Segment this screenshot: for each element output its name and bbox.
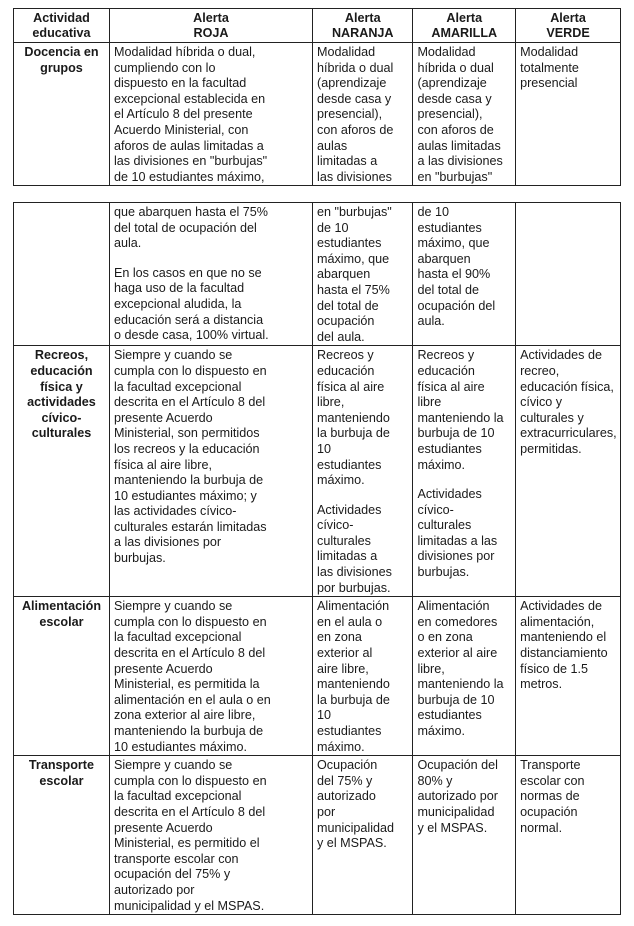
- text-line: ocupación del: [417, 298, 496, 313]
- cell-docencia-verde: [516, 43, 621, 186]
- cell-alimentacion-roja: [109, 597, 312, 756]
- cell-docencia-naranja: [313, 43, 413, 186]
- text-line: en comedores: [417, 614, 498, 629]
- cell-recreos-amarilla: [413, 346, 516, 597]
- text-line: Alerta: [446, 11, 483, 25]
- text-line: Alimentación: [317, 599, 390, 614]
- text-line: aula.: [417, 314, 445, 329]
- text-line: cumpla con lo dispuesto en: [113, 614, 267, 629]
- text-line: física al aire: [317, 379, 385, 394]
- naranja-recreos-text: [317, 348, 408, 488]
- text-line: cumpliendo con lo: [113, 60, 216, 75]
- text-line: dispuesto en la facultad: [113, 76, 247, 91]
- cell-alimentacion-verde: [516, 597, 621, 756]
- text-line: estudiantes: [417, 220, 482, 235]
- header-roja: [109, 9, 312, 43]
- text-line: del 75% y: [317, 773, 373, 788]
- text-line: las divisiones: [317, 565, 392, 580]
- text-line: abarquen: [317, 267, 371, 282]
- text-line: NARANJA: [331, 25, 394, 40]
- text-line: ocupación: [317, 314, 375, 329]
- text-line: recreo,: [520, 363, 560, 378]
- text-line: Ministerial, son permitidos: [113, 426, 260, 441]
- text-line: máximo.: [417, 457, 466, 472]
- text-line: hasta el 75%: [317, 282, 390, 297]
- text-line: Actividades: [417, 487, 482, 502]
- text-line: burbuja de 10: [417, 692, 495, 707]
- text-line: Recreos,: [34, 348, 89, 363]
- text-line: Actividades: [317, 502, 382, 517]
- text-line: Actividad: [33, 11, 90, 25]
- text-line: en "burbujas": [417, 169, 493, 184]
- text-line: Modalidad: [417, 45, 476, 59]
- roja-continuation-text: [114, 205, 308, 252]
- text-line: grupos: [40, 60, 83, 75]
- cell-transporte-amarilla: [413, 756, 516, 915]
- cell-docencia-naranja-cont: [313, 203, 413, 346]
- table-row-docencia: [14, 43, 621, 186]
- category-transporte: [14, 756, 110, 915]
- category-docencia-cont: [14, 203, 110, 346]
- text-line: normal.: [520, 820, 563, 835]
- text-line: (aprendizaje: [317, 76, 387, 91]
- text-line: cívico y: [520, 395, 563, 410]
- text-line: cumpla con lo dispuesto en: [113, 363, 267, 378]
- text-line: máximo.: [317, 473, 365, 488]
- text-line: Ministerial, es permitida la: [113, 677, 260, 692]
- amarilla-civico-text: [417, 487, 511, 581]
- text-line: educación: [417, 363, 475, 378]
- text-line: la burbuja de: [317, 426, 390, 441]
- text-line: educación: [30, 363, 93, 378]
- text-line: exterior al: [317, 646, 373, 661]
- text-line: estudiantes: [317, 457, 382, 472]
- text-line: permitidas.: [520, 441, 582, 456]
- text-line: por burbujas.: [317, 580, 391, 595]
- text-line: ROJA: [193, 25, 229, 40]
- text-line: manteniendo la burbuja de: [113, 724, 264, 738]
- text-line: aula.: [113, 236, 142, 251]
- text-line: estudiantes: [317, 724, 382, 738]
- text-line: a las divisiones por: [113, 535, 222, 550]
- text-line: limitadas a las: [417, 533, 498, 548]
- text-line: híbrida o dual: [417, 60, 494, 75]
- text-line: 10 estudiantes máximo.: [113, 739, 247, 754]
- text-line: presente Acuerdo: [113, 661, 213, 676]
- text-line: física al aire libre,: [113, 457, 212, 472]
- text-line: Docencia en: [24, 45, 99, 59]
- cell-docencia-amarilla-cont: [413, 203, 516, 346]
- cell-recreos-roja: [109, 346, 312, 597]
- text-line: manteniendo el: [520, 630, 607, 645]
- text-line: Acuerdo Ministerial, con: [113, 122, 249, 137]
- text-line: que abarquen hasta el 75%: [113, 205, 268, 219]
- text-line: máximo, que: [417, 236, 490, 251]
- header-row: [14, 9, 621, 43]
- text-line: educación será a distancia: [113, 312, 264, 327]
- cell-alimentacion-amarilla: [413, 597, 516, 756]
- cell-docencia-roja-cont: [109, 203, 312, 346]
- text-line: transporte escolar con: [113, 851, 239, 866]
- text-line: VERDE: [546, 25, 590, 40]
- text-line: Modalidad: [520, 45, 579, 59]
- text-line: totalmente: [520, 60, 579, 75]
- text-line: burbujas.: [113, 551, 166, 566]
- text-line: 80% y: [417, 773, 453, 788]
- text-line: culturales: [317, 533, 371, 548]
- text-line: educación física,: [520, 379, 614, 394]
- text-line: con aforos de: [317, 122, 394, 137]
- text-line: o desde casa, 100% virtual.: [113, 328, 269, 343]
- alert-table-part-1: [13, 8, 621, 186]
- text-line: normas de: [520, 789, 580, 804]
- text-line: de 10: [317, 220, 349, 235]
- text-line: zona exterior al aire libre,: [113, 708, 256, 723]
- text-line: Transporte: [520, 758, 581, 773]
- category-alimentacion: [14, 597, 110, 756]
- text-line: manteniendo: [317, 410, 390, 425]
- header-amarilla: [413, 9, 516, 43]
- category-recreos: [14, 346, 110, 597]
- text-line: municipalidad: [317, 820, 395, 835]
- table-row-docencia-cont: [14, 203, 621, 346]
- text-line: autorizado por: [417, 789, 498, 804]
- text-line: máximo, que: [317, 251, 390, 266]
- header-actividad: [14, 9, 110, 43]
- text-line: Modalidad híbrida o dual,: [113, 45, 256, 59]
- text-line: los recreos y la educación: [113, 441, 260, 456]
- text-line: manteniendo la: [417, 677, 504, 692]
- text-line: las divisiones: [317, 169, 392, 184]
- text-line: estudiantes: [317, 236, 382, 251]
- text-line: o en zona: [417, 630, 473, 645]
- text-line: (aprendizaje: [417, 76, 487, 91]
- text-line: Siempre y cuando se: [113, 599, 233, 614]
- cell-recreos-naranja: [313, 346, 413, 597]
- text-line: Alerta: [193, 11, 229, 25]
- text-line: máximo.: [317, 739, 365, 754]
- text-line: el Artículo 8 del presente: [113, 107, 253, 122]
- text-line: culturales y: [520, 410, 584, 425]
- text-line: divisiones por: [417, 549, 495, 564]
- text-line: la facultad excepcional: [113, 789, 242, 804]
- text-line: Modalidad: [317, 45, 376, 59]
- text-line: Siempre y cuando se: [113, 758, 233, 773]
- text-line: presencial),: [317, 107, 383, 122]
- roja-virtual-note: [114, 266, 308, 344]
- text-line: 10: [317, 708, 332, 723]
- text-line: presente Acuerdo: [113, 410, 213, 425]
- text-line: limitadas a: [317, 154, 378, 169]
- text-line: las divisiones en "burbujas": [113, 154, 268, 169]
- text-line: escolar: [39, 773, 84, 788]
- text-line: haga uso de la facultad: [113, 281, 245, 296]
- text-line: desde casa y: [417, 91, 492, 106]
- text-line: desde casa y: [317, 91, 392, 106]
- text-line: educación: [317, 363, 375, 378]
- text-line: Recreos y: [417, 348, 475, 363]
- table-row-transporte: [14, 756, 621, 915]
- text-line: de 10: [417, 205, 449, 219]
- cell-docencia-amarilla: [413, 43, 516, 186]
- text-line: presencial),: [417, 107, 483, 122]
- text-line: limitadas a: [317, 549, 378, 564]
- text-line: aulas limitadas: [417, 138, 501, 153]
- text-line: la facultad excepcional: [113, 630, 242, 645]
- text-line: Alimentación: [21, 599, 102, 614]
- text-line: Ocupación: [317, 758, 378, 773]
- text-line: híbrida o dual: [317, 60, 394, 75]
- text-line: manteniendo la burbuja de: [113, 473, 264, 488]
- text-line: ocupación del 75% y: [113, 867, 231, 882]
- text-line: actividades: [27, 395, 96, 410]
- text-line: estudiantes: [417, 441, 482, 456]
- alert-table-part-2: [13, 202, 621, 915]
- text-line: culturales: [417, 518, 472, 533]
- text-line: descrita en el Artículo 8 del: [113, 395, 266, 410]
- cell-docencia-verde-cont: [516, 203, 621, 346]
- text-line: culturales: [31, 426, 92, 441]
- text-line: manteniendo la: [417, 410, 504, 425]
- text-line: educativa: [32, 25, 91, 40]
- text-line: metros.: [520, 677, 563, 692]
- text-line: municipalidad: [417, 804, 495, 819]
- header-verde: [516, 9, 621, 43]
- category-docencia: [14, 43, 110, 186]
- text-line: excepcional aludida, la: [113, 296, 242, 311]
- text-line: en el aula o: [317, 614, 383, 629]
- table-row-alimentacion: [14, 597, 621, 756]
- text-line: presente Acuerdo: [113, 820, 213, 835]
- cell-alimentacion-naranja: [313, 597, 413, 756]
- text-line: estudiantes: [417, 708, 482, 723]
- text-line: libre,: [317, 395, 345, 410]
- text-line: a las divisiones: [417, 154, 503, 169]
- text-line: libre,: [417, 661, 445, 676]
- cell-transporte-naranja: [313, 756, 413, 915]
- text-line: alimentación,: [520, 614, 595, 629]
- text-line: por: [317, 804, 336, 819]
- text-line: cívico-: [317, 518, 354, 533]
- text-line: cívico-: [41, 410, 82, 425]
- text-line: y el MSPAS.: [317, 836, 387, 851]
- text-line: Alerta: [344, 11, 381, 25]
- text-line: Actividades de: [520, 599, 602, 614]
- text-line: con aforos de: [417, 122, 494, 137]
- text-line: Ministerial, es permitido el: [113, 836, 260, 851]
- text-line: presencial: [520, 76, 578, 91]
- cell-transporte-roja: [109, 756, 312, 915]
- text-line: alimentación en el aula o en: [113, 692, 271, 707]
- text-line: libre: [417, 395, 442, 410]
- text-line: en "burbujas": [317, 205, 392, 219]
- text-line: 10: [317, 441, 332, 456]
- text-line: manteniendo: [317, 677, 390, 692]
- cell-transporte-verde: [516, 756, 621, 915]
- text-line: Actividades de: [520, 348, 602, 363]
- text-line: aforos de aulas limitadas a: [113, 138, 264, 153]
- text-line: aire libre,: [317, 661, 369, 676]
- text-line: extracurriculares,: [520, 426, 617, 441]
- cell-docencia-roja: [109, 43, 312, 186]
- text-line: En los casos en que no se: [113, 265, 262, 280]
- text-line: excepcional establecida en: [113, 91, 266, 106]
- text-line: y el MSPAS.: [417, 820, 488, 835]
- cell-recreos-verde: [516, 346, 621, 597]
- text-line: del total de ocupación del: [113, 220, 257, 235]
- text-line: 10 estudiantes máximo; y: [113, 488, 257, 503]
- text-line: Transporte: [28, 758, 95, 773]
- text-line: Recreos y: [317, 348, 374, 363]
- text-line: aulas: [317, 138, 348, 153]
- text-line: Ocupación del: [417, 758, 498, 773]
- text-line: máximo.: [417, 724, 466, 738]
- text-line: cívico-: [417, 502, 454, 517]
- text-line: física al aire: [417, 379, 485, 394]
- text-line: ocupación: [520, 804, 578, 819]
- text-line: la facultad excepcional: [113, 379, 242, 394]
- text-line: autorizado por: [113, 882, 195, 897]
- text-line: la burbuja de: [317, 692, 390, 707]
- text-line: Alerta: [550, 11, 586, 25]
- naranja-civico-text: [317, 503, 408, 597]
- text-line: las actividades cívico-: [113, 504, 237, 519]
- text-line: municipalidad y el MSPAS.: [113, 898, 265, 913]
- header-naranja: [313, 9, 413, 43]
- text-line: burbuja de 10: [417, 426, 495, 441]
- text-line: hasta el 90%: [417, 267, 491, 282]
- text-line: Alimentación: [417, 599, 490, 614]
- text-line: descrita en el Artículo 8 del: [113, 646, 266, 661]
- text-line: descrita en el Artículo 8 del: [113, 804, 266, 819]
- text-line: burbujas.: [417, 565, 470, 580]
- text-line: exterior al aire: [417, 646, 498, 661]
- text-line: escolar: [39, 614, 84, 629]
- text-line: distanciamiento: [520, 646, 608, 661]
- text-line: cumpla con lo dispuesto en: [113, 773, 267, 788]
- text-line: AMARILLA: [431, 25, 498, 40]
- text-line: autorizado: [317, 789, 376, 804]
- text-line: culturales estarán limitadas: [113, 519, 267, 534]
- text-line: Siempre y cuando se: [113, 348, 233, 363]
- text-line: del total de: [317, 298, 379, 313]
- text-line: abarquen: [417, 251, 471, 266]
- text-line: escolar con: [520, 773, 585, 788]
- text-line: de 10 estudiantes máximo,: [113, 169, 265, 184]
- text-line: del aula.: [317, 329, 365, 344]
- amarilla-recreos-text: [417, 348, 511, 473]
- text-line: del total de: [417, 282, 480, 297]
- text-line: en zona: [317, 630, 362, 645]
- table-row-recreos: [14, 346, 621, 597]
- text-line: físico de 1.5: [520, 661, 588, 676]
- text-line: física y: [40, 379, 83, 394]
